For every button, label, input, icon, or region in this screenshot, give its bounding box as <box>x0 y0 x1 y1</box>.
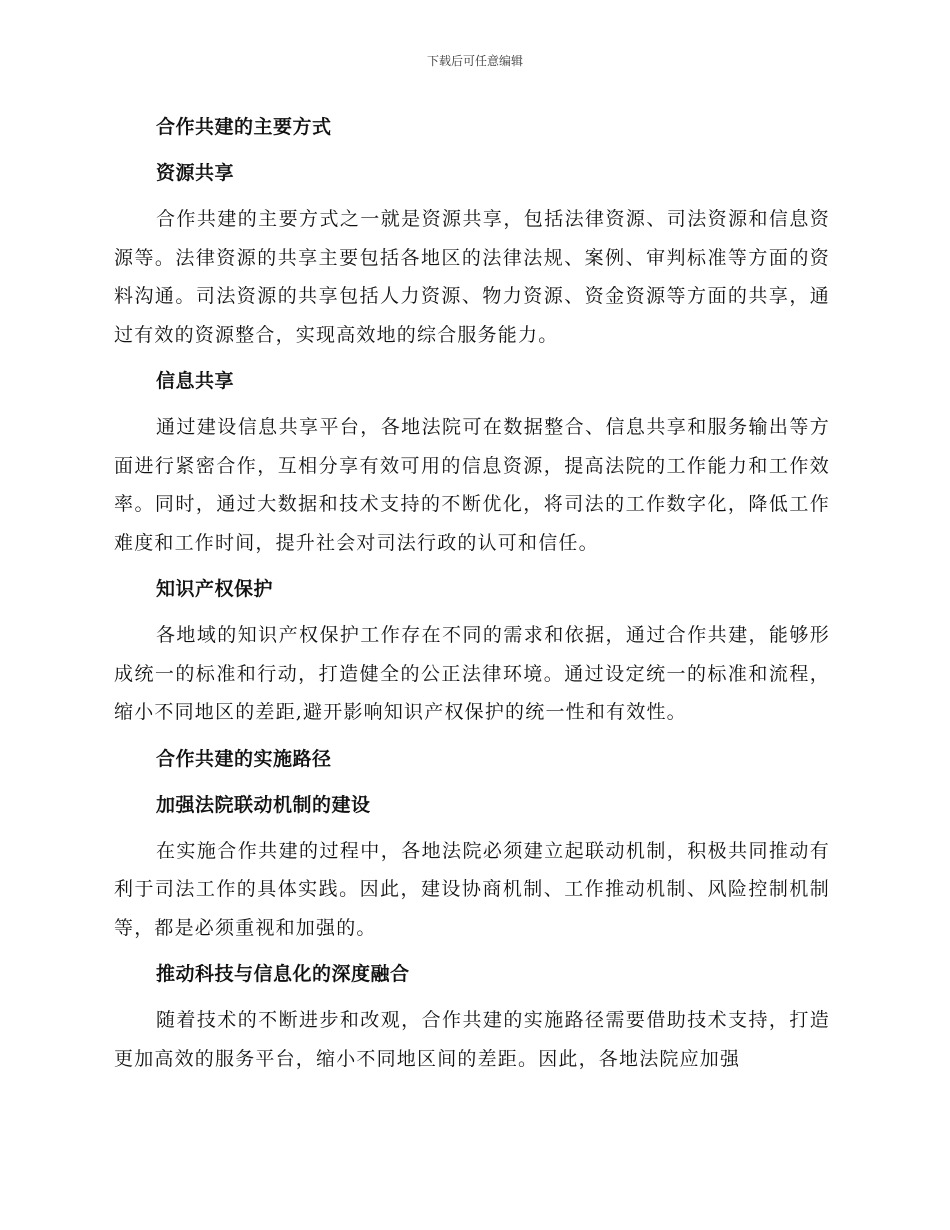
paragraph-resource-sharing: 合作共建的主要方式之一就是资源共享，包括法律资源、司法资源和信息资源等。法律资源的共享主要包括各地区的法律法规、案例、审判标准等方面的资料沟通。司法资源的共享包括人力资源、物力资源、资金资源等方面的共享，通过有效的资源整合，实现高效地的综合服务能力。 <box>114 208 830 346</box>
subsection-heading-resource-sharing: 资源共享 <box>156 162 235 184</box>
subsection-heading-court-linkage: 加强法院联动机制的建设 <box>156 793 371 816</box>
section-heading-implementation-path: 合作共建的实施路径 <box>156 747 332 770</box>
subsection-heading-ip-protection: 知识产权保护 <box>156 578 274 600</box>
paragraph-tech-integration: 随着技术的不断进步和改观，合作共建的实施路径需要借助技术支持，打造更加高效的服务平台，缩小不同地区间的差距。因此，各地法院应加强 <box>114 1009 830 1070</box>
page-header: 下载后可任意编辑 <box>426 54 523 68</box>
subsection-heading-information-sharing: 信息共享 <box>156 370 235 392</box>
paragraph-information-sharing: 通过建设信息共享平台，各地法院可在数据整合、信息共享和服务输出等方面进行紧密合作，互相分享有效可用的信息资源，提高法院的工作能力和工作效率。同时，通过大数据和技术支持的不断优化，将司法的工作数字化，降低工作难度和工作时间，提升社会对司法行政的认可和信任。 <box>114 416 830 554</box>
subsection-heading-tech-integration: 推动科技与信息化的深度融合 <box>156 963 410 985</box>
section-heading-main-methods: 合作共建的主要方式 <box>156 116 332 138</box>
document-body <box>114 108 830 1086</box>
paragraph-ip-protection: 各地域的知识产权保护工作存在不同的需求和依据，通过合作共建，能够形成统一的标准和行动，打造健全的公正法律环境。通过设定统一的标准和流程，缩小不同地区的差距,避开影响知识产权保护的统一性和有效性。 <box>114 624 830 723</box>
paragraph-court-linkage: 在实施合作共建的过程中，各地法院必须建立起联动机制，积极共同推动有利于司法工作的具体实践。因此，建设协商机制、工作推动机制、风险控制机制等，都是必须重视和加强的。 <box>114 839 830 939</box>
